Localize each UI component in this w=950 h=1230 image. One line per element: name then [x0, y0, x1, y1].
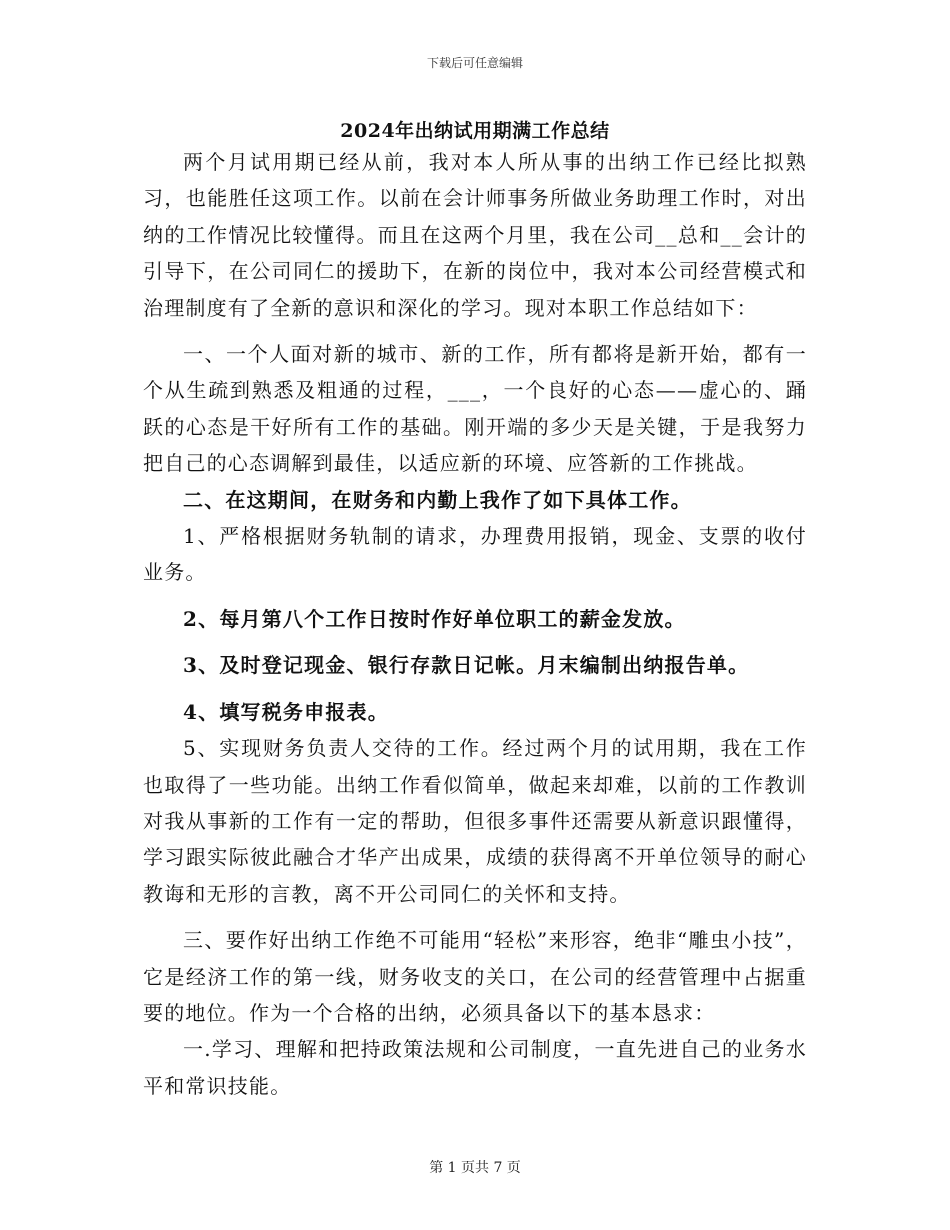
document-body	[143, 144, 807, 1104]
paragraph-section-3: 三、要作好出纳工作绝不可能用“轻松”来形容，绝非“雕虫小技”，它是经济工作的第一线，财务收支的关口，在公司的经营管理中占据重要的地位。作为一个合格的出纳，必须具备以下的基本恳求：	[143, 928, 807, 1025]
paragraph-item-2: 2、每月第八个工作日按时作好单位职工的薪金发放。	[183, 606, 686, 631]
paragraph-item-1: 1、严格根据财务轨制的请求，办理费用报销，现金、支票的收付业务。	[143, 524, 807, 585]
paragraph-item-3: 3、及时登记现金、银行存款日记帐。月末编制出纳报告单。	[183, 653, 750, 678]
paragraph-section-1: 一、一个人面对新的城市、新的工作，所有都将是新开始，都有一个从生疏到熟悉及粗通的过程，___，一个良好的心态——虚心的、踊跃的心态是干好所有工作的基础。刚开端的多少天是关键，于是我努力把自己的心态调解到最佳，以适应新的环境、应答新的工作挑战。	[143, 342, 807, 476]
paragraph-section-2-heading: 二、在这期间，在财务和内勤上我作了如下具体工作。	[183, 487, 692, 512]
paragraph-intro: 两个月试用期已经从前，我对本人所从事的出纳工作已经比拟熟习，也能胜任这项工作。以前在会计师事务所做业务助理工作时，对出纳的工作情况比较懂得。而且在这两个月里，我在公司__总和__会计的引导下，在公司同仁的援助下，在新的岗位中，我对本公司经营模式和治理制度有了全新的意识和深化的学习。现对本职工作总结如下：	[143, 150, 807, 320]
paragraph-item-5: 5、实现财务负责人交待的工作。经过两个月的试用期，我在工作也取得了一些功能。出纳工作看似简单，做起来却难，以前的工作教训对我从事新的工作有一定的帮助，但很多事件还需要从新意识跟懂得，学习跟实际彼此融合才华产出成果，成绩的获得离不开单位领导的耐心教诲和无形的言教，离不开公司同仁的关怀和支持。	[143, 736, 807, 906]
paragraph-item-4: 4、填写税务申报表。	[183, 699, 389, 724]
paragraph-subitem-1: 一.学习、理解和把持政策法规和公司制度，一直先进自己的业务水平和常识技能。	[143, 1037, 807, 1098]
page-footer: 第 1 页共 7 页	[429, 1160, 521, 1176]
header-note: 下载后可任意编辑	[426, 56, 523, 70]
document-title: 2024年出纳试用期满工作总结	[340, 120, 610, 142]
